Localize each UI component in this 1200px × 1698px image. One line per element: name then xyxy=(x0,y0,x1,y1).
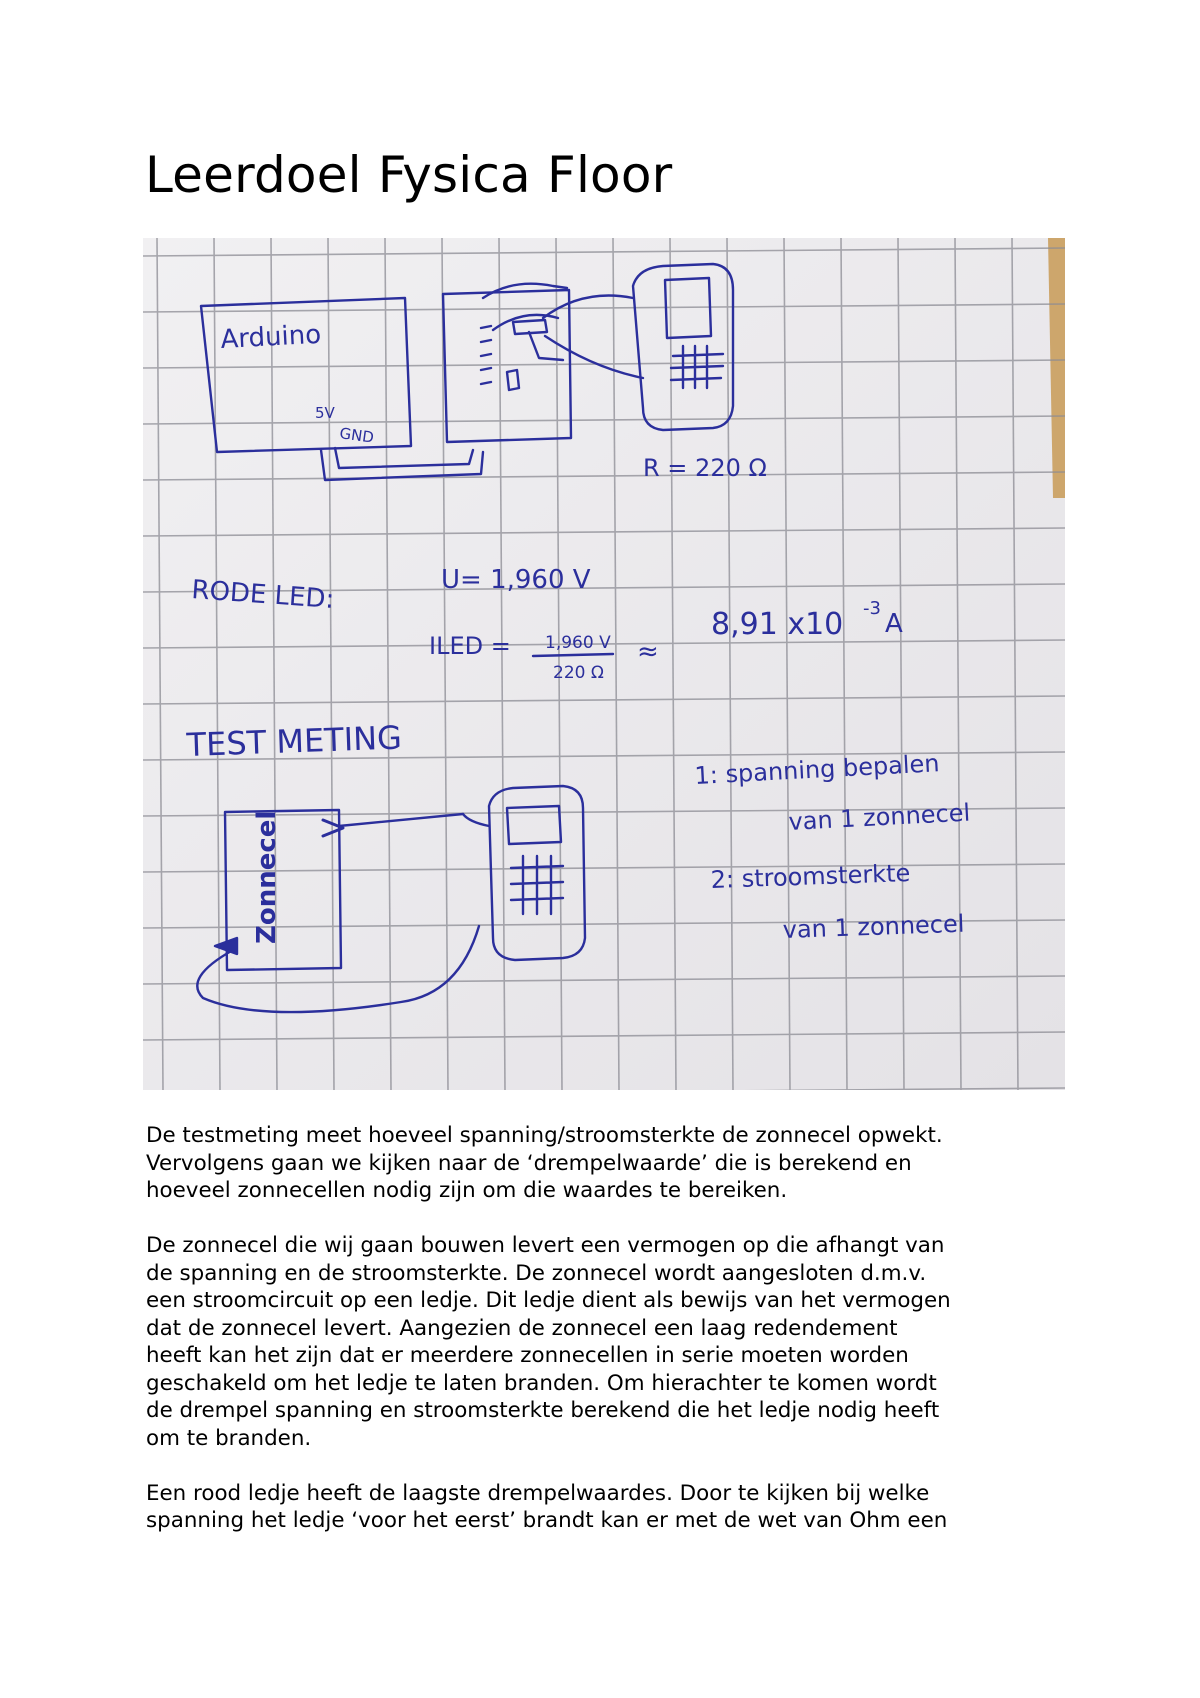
paragraph xyxy=(146,1122,1086,1205)
approx-sign: ≈ xyxy=(637,637,659,667)
result-unit: A xyxy=(885,609,903,639)
step1-line2: van 1 zonnecel xyxy=(787,798,971,836)
text-line: heeft kan het zijn dat er meerdere zonnecellen in serie moeten worden xyxy=(146,1343,909,1368)
pin-gnd-label: GND xyxy=(338,424,376,447)
result-exponent: -3 xyxy=(863,598,881,619)
handdrawn-sketch-photo xyxy=(143,238,1065,1090)
text-line: Een rood ledje heeft de laagste drempelwaardes. Door te kijken bij welke xyxy=(146,1480,930,1506)
pin-5v-label: 5V xyxy=(315,404,335,422)
voltage-equation: U= 1,960 V xyxy=(441,565,591,595)
arduino-label: Arduino xyxy=(219,319,322,355)
text-line: spanning het ledje ‘voor het eerst’ brandt kan er met de wet van Ohm een xyxy=(146,1508,948,1533)
text-line: een stroomcircuit op een ledje. Dit ledje dient als bewijs van het vermogen xyxy=(146,1288,951,1313)
document-title: Leerdoel Fysica Floor xyxy=(145,146,673,204)
current-label: ILED = xyxy=(429,632,511,660)
zonnecel-label: Zonnecel xyxy=(252,810,282,944)
text-line: de drempel spanning en stroomsterkte berekend die het ledje nodig heeft xyxy=(146,1398,940,1423)
text-line: om te branden. xyxy=(146,1425,312,1451)
text-line: dat de zonnecel levert. Aangezien de zonnecel een laag redendement xyxy=(146,1315,898,1341)
step2-line2: van 1 zonnecel xyxy=(782,909,965,944)
text-line: De testmeting meet hoeveel spanning/stroomsterkte de zonnecel opwekt. xyxy=(146,1123,943,1148)
fraction-denominator: 220 Ω xyxy=(553,663,604,683)
body-text xyxy=(146,1122,1086,1562)
text-line: hoeveel zonnecellen nodig zijn om die waardes te bereiken. xyxy=(146,1178,788,1203)
test-heading: TEST METING xyxy=(185,718,403,764)
led-heading: RODE LED: xyxy=(190,575,336,615)
paragraph xyxy=(146,1232,1086,1452)
resistance-label: R = 220 Ω xyxy=(643,454,767,482)
text-line: Vervolgens gaan we kijken naar de ‘drempelwaarde’ die is berekend en xyxy=(146,1150,912,1176)
step1-line1: 1: spanning bepalen xyxy=(693,749,941,790)
text-line: de spanning en de stroomsterkte. De zonnecel wordt aangesloten d.m.v. xyxy=(146,1260,927,1286)
paragraph xyxy=(146,1480,1086,1535)
fraction-numerator: 1,960 V xyxy=(545,633,611,653)
text-line: De zonnecel die wij gaan bouwen levert een vermogen op die afhangt van xyxy=(146,1233,945,1258)
step2-line1: 2: stroomsterkte xyxy=(710,859,911,894)
result-value: 8,91 x10 xyxy=(711,607,844,642)
text-line: geschakeld om het ledje te laten branden. Om hierachter te komen wordt xyxy=(146,1370,937,1396)
